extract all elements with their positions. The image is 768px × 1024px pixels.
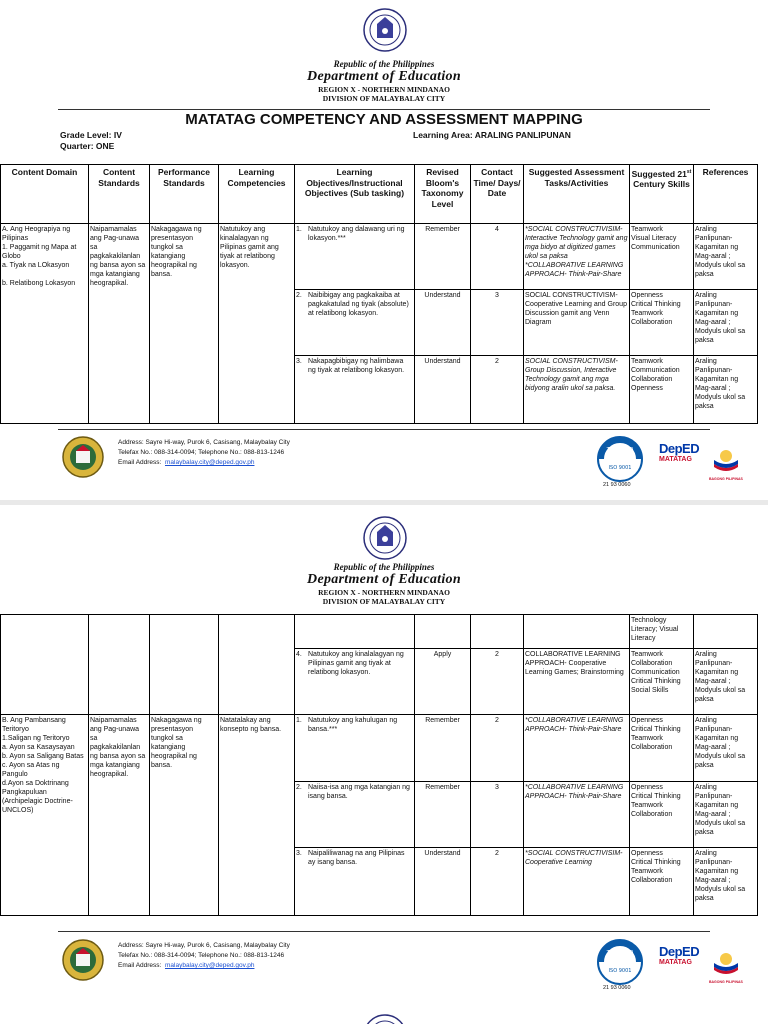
footer-address-block [118,438,290,468]
bloom-cell: Understand [415,848,471,916]
quarter: Quarter: ONE [60,141,115,151]
tasks-cell: *SOCIAL CONSTRUCTIVISIM-Cooperative Learning [524,848,630,916]
tasks-cell: *SOCIAL CONSTRUCTIVISIM-Interactive Technology gamit ang mga bidyo at digitized games ukol sa paksa *COLLABORATIVE LEARNING APPROACH- Think-Pair-Share [524,224,630,290]
references-cell: Araling Panlipunan-Kagamitan ng Mag-aaral ; Modyuls ukol sa paksa [694,782,758,848]
bloom-cell [415,615,471,649]
time-cell: 2 [471,848,524,916]
skills-cell: Openness Critical Thinking Teamwork Collaboration [630,782,694,848]
col-header: References [694,165,758,224]
deped-seal-icon [363,8,407,52]
table-row [1,224,758,290]
skills-cell: Technology Literacy; Visual Literacy [630,615,694,649]
table-row [1,715,758,782]
deped-matatag-logo: DepED MATATAG [659,441,700,463]
grade-level: Grade Level: IV [60,130,122,140]
objective-cell: 2. Naiisa-isa ang mga katangian ng isang bansa. [295,782,415,848]
col-header: Suggested 21st Century Skills [630,165,694,224]
objective-cell: 4. Natutukoy ang kinalalagyan ng Pilipinas gamit ang tiyak at relatibong lokasyon. [295,649,415,715]
mapping-table-page1 [0,164,758,424]
content-standard-cell: Naipamamalas ang Pag-unawa sa pagkakakilanlan ng bansa ayon sa mga katangiang heograpikal. [89,224,150,424]
page-2 [0,505,768,1000]
region-line: REGION X - NORTHERN MINDANAO [318,588,450,597]
tasks-cell: *COLLABORATIVE LEARNING APPROACH- Think-Pair-Share [524,782,630,848]
deped-matatag-logo: DepED MATATAG [659,944,700,966]
email-link[interactable]: malaybalay.city@deped.gov.ph [164,459,255,466]
iso-number: 21 93 0060 [603,482,631,488]
objective-cell: 1. Natutukoy ang kahulugan ng bansa.*** [295,715,415,782]
learning-area: Learning Area: ARALING PANLIPUNAN [413,130,571,140]
skills-cell: Teamwork Communication Collaboration Openness [630,356,694,424]
page-1 [0,0,768,500]
tasks-cell: COLLABORATIVE LEARNING APPROACH- Cooperative Learning Games; Brainstorming [524,649,630,715]
deped-seal-icon [363,516,407,560]
bloom-cell: Understand [415,290,471,356]
skills-cell: Teamwork Collaboration Communication Critical Thinking Social Skills [630,649,694,715]
division-line: DIVISION OF MALAYBALAY CITY [322,597,446,606]
tasks-cell: SOCIAL CONSTRUCTIVISM-Group Discussion, Interactive Technology gamit ang mga bidyong aralin ukol sa paksa. [524,356,630,424]
col-header: Revised Bloom's Taxonomy Level [415,165,471,224]
email-link[interactable]: malaybalay.city@deped.gov.ph [164,962,255,969]
col-header: Contact Time/ Days/ Date [471,165,524,224]
col-header: Learning Competencies [219,165,295,224]
iso-certification-icon [597,436,643,482]
deped-seal-icon [363,1014,407,1024]
performance-standard-cell: Nakagagawa ng presentasyon tungkol sa katangiang heograpikal ng bansa. [150,715,219,916]
col-header: Content Domain [1,165,89,224]
table-row [1,615,758,649]
objective-cell [295,615,415,649]
tasks-cell: *COLLABORATIVE LEARNING APPROACH- Think-Pair-Share [524,715,630,782]
skills-cell: Teamwork Visual Literacy Communication [630,224,694,290]
department-title: Department of Education [307,572,461,587]
objective-cell: 1. Natutukoy ang dalawang uri ng lokasyon.*** [295,224,415,290]
time-cell: 2 [471,649,524,715]
competency-cell [219,615,295,715]
address-text: Address: Sayre Hi-way, Purok 6, Casisang, Malaybalay City [118,942,290,949]
bloom-cell: Remember [415,782,471,848]
references-cell: Araling Panlipunan-Kagamitan ng Mag-aaral ; Modyuls ukol sa paksa [694,290,758,356]
email-line: Email Address: malaybalay.city@deped.gov.ph [118,459,255,466]
tasks-cell: SOCIAL CONSTRUCTIVISM-Cooperative Learning and Group Discussion gamit ang Venn Diagram [524,290,630,356]
department-title: Department of Education [307,69,461,84]
bagong-pilipinas-logo-icon [709,442,743,476]
division-line: DIVISION OF MALAYBALAY CITY [322,94,446,103]
content-standard-cell [89,615,150,715]
references-cell [694,615,758,649]
content-standard-cell: Naipamamalas ang Pag-unawa sa pagkakakilanlan ng bansa ayon sa mga katangiang heograpikal. [89,715,150,916]
references-cell: Araling Panlipunan-Kagamitan ng Mag-aaral ; Modyuls ukol sa paksa [694,848,758,916]
competency-cell: Natutukoy ang kinalalagyan ng Pilipinas gamit ang tiyak at relatibong lokasyon. [219,224,295,424]
phone-text: Telefax No.: 088-314-0094; Telephone No.: 088-813-1246 [118,952,285,959]
svg-text:TUV NORD: TUV NORD [606,447,634,453]
col-header: Suggested Assessment Tasks/Activities [524,165,630,224]
mapping-table-page2 [0,614,758,916]
iso-number: 21 93 0060 [603,985,631,991]
content-domain-cell [1,615,89,715]
division-seal-icon [62,436,104,478]
republic-line: Republic of the Philippines [333,59,435,69]
content-domain-cell: B. Ang Pambansang Teritoryo 1.Saligan ng Teritoryo a. Ayon sa Kasaysayan b. Ayon sa Saligang Batas c. Ayon sa Atas ng Pangulo d.Ayon sa Doktrinang Pangkapuluan (Archipelagic Doctrine-UNCLOS) [1,715,89,916]
footer [0,432,768,496]
references-cell: Araling Panlipunan-Kagamitan ng Mag-aaral ; Modyuls ukol sa paksa [694,715,758,782]
performance-standard-cell: Nakagagawa ng presentasyon tungkol sa katangiang heograpikal ng bansa. [150,224,219,424]
objective-cell: 2. Naibibigay ang pagkakaiba at pagkakatulad ng tiyak (absolute) at relatibong lokasyon. [295,290,415,356]
iso-certification-icon [597,939,643,985]
address-text: Address: Sayre Hi-way, Purok 6, Casisang, Malaybalay City [118,439,290,446]
col-header: Content Standards [89,165,150,224]
bloom-cell: Remember [415,224,471,290]
document-title: MATATAG COMPETENCY AND ASSESSMENT MAPPING [185,111,583,128]
time-cell [471,615,524,649]
references-cell: Araling Panlipunan-Kagamitan ng Mag-aaral ; Modyuls ukol sa paksa [694,649,758,715]
time-cell: 3 [471,290,524,356]
bagong-pilipinas-text: BAGONG PILIPINAS [709,980,743,984]
email-line: Email Address: malaybalay.city@deped.gov.ph [118,962,255,969]
references-cell: Araling Panlipunan-Kagamitan ng Mag-aaral ; Modyuls ukol sa paksa [694,224,758,290]
time-cell: 3 [471,782,524,848]
republic-line: Republic of the Philippines [333,562,435,572]
svg-text:ISO 9001: ISO 9001 [608,465,632,471]
footer [0,935,768,999]
objective-cell: 3. Naipaliliwanag na ang Pilipinas ay isang bansa. [295,848,415,916]
competency-cell: Natatalakay ang konsepto ng bansa. [219,715,295,916]
svg-text:TUV NORD: TUV NORD [606,950,634,956]
bloom-cell: Remember [415,715,471,782]
time-cell: 4 [471,224,524,290]
footer-address-block [118,941,290,971]
division-seal-icon [62,939,104,981]
bagong-pilipinas-text: BAGONG PILIPINAS [709,477,743,481]
table-header-row [1,165,758,224]
skills-cell: Openness Critical Thinking Teamwork Collaboration [630,848,694,916]
bloom-cell: Understand [415,356,471,424]
phone-text: Telefax No.: 088-314-0094; Telephone No.: 088-813-1246 [118,449,285,456]
time-cell: 2 [471,356,524,424]
tasks-cell [524,615,630,649]
bloom-cell: Apply [415,649,471,715]
objective-cell: 3. Nakapagbibigay ng halimbawa ng tiyak at relatibong lokasyon. [295,356,415,424]
svg-text:ISO 9001: ISO 9001 [608,968,632,974]
page-3 [0,1000,768,1024]
col-header: Learning Objectives/Instructional Objectives (Sub tasking) [295,165,415,224]
performance-standard-cell [150,615,219,715]
bagong-pilipinas-logo-icon [709,945,743,979]
references-cell: Araling Panlipunan-Kagamitan ng Mag-aaral ; Modyuls ukol sa paksa [694,356,758,424]
content-domain-cell: A. Ang Heograpiya ng Pilipinas 1. Paggamit ng Mapa at Globo a. Tiyak na LOkasyon b. Relatibong Lokasyon [1,224,89,424]
time-cell: 2 [471,715,524,782]
skills-cell: Openness Critical Thinking Teamwork Collaboration [630,715,694,782]
col-header: Performance Standards [150,165,219,224]
skills-cell: Openness Critical Thinking Teamwork Collaboration [630,290,694,356]
region-line: REGION X - NORTHERN MINDANAO [318,85,450,94]
